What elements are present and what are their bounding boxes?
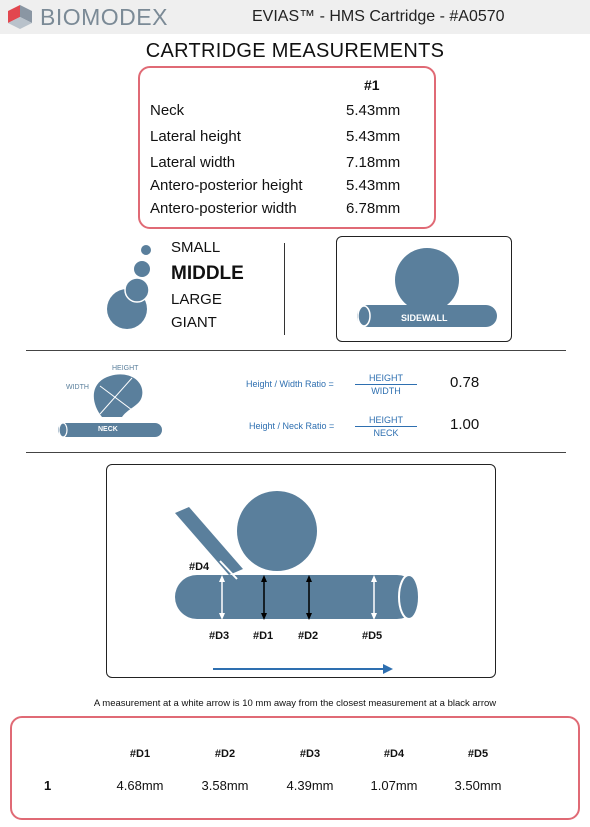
diameter-label-d3: #D3 [209, 630, 230, 642]
table-header-d4: #D4 [383, 748, 405, 760]
table-header-d1: #D1 [129, 748, 151, 760]
table-row-index: 1 [44, 778, 52, 793]
aneurysm-size-icon [100, 240, 160, 335]
divider [26, 350, 566, 351]
measurement-label: Lateral height [150, 128, 241, 145]
diameter-label-d5: #D5 [362, 630, 383, 642]
diameter-diagram-panel [106, 464, 496, 678]
fraction-numerator: HEIGHT [368, 373, 403, 383]
biomodex-logo-icon [6, 5, 36, 29]
divider [284, 243, 285, 335]
table-header-d2: #D2 [214, 748, 236, 760]
table-cell-d5: 3.50mm [454, 778, 502, 793]
logo [6, 4, 168, 30]
neck-label: NECK [98, 426, 118, 433]
diameter-diagram-icon [107, 465, 495, 677]
measurement-label: Lateral width [150, 154, 236, 171]
height-label: HEIGHT [112, 365, 139, 372]
measurement-label: Antero-posterior height [150, 177, 303, 194]
measurement-column-header: #1 [364, 77, 380, 93]
size-option-large: LARGE [171, 291, 222, 308]
diameter-table-panel [10, 716, 580, 820]
page-title: CARTRIDGE MEASUREMENTS [145, 40, 445, 62]
width-label: WIDTH [66, 384, 89, 391]
size-option-giant: GIANT [171, 314, 217, 331]
measurement-note: A measurement at a white arrow is 10 mm away from the closest measurement at a black arrow [93, 698, 497, 709]
height-width-fraction [355, 373, 417, 396]
table-cell-d4: 1.07mm [370, 778, 418, 793]
measurement-value: 5.43mm [346, 102, 401, 119]
diameter-label-d2: #D2 [298, 630, 319, 642]
measurement-value: 6.78mm [346, 200, 401, 217]
table-header-d5: #D5 [467, 748, 489, 760]
height-neck-ratio-value: 1.00 [450, 416, 480, 433]
size-option-small: SMALL [171, 239, 221, 256]
measurement-label: Neck [150, 102, 185, 119]
fraction-denominator: NECK [373, 428, 399, 438]
height-width-ratio-value: 0.78 [450, 374, 480, 391]
measurement-value: 5.43mm [346, 128, 401, 145]
diameter-label-d4: #D4 [189, 561, 210, 573]
height-width-ratio-label: Height / Width Ratio = [246, 379, 334, 389]
measurement-label: Antero-posterior width [150, 200, 297, 217]
diameter-label-d1: #D1 [253, 630, 274, 642]
size-option-middle-selected: MIDDLE [171, 263, 244, 284]
height-neck-fraction [355, 415, 417, 438]
sidewall-panel [336, 236, 512, 342]
sidewall-aneurysm-icon [337, 237, 511, 341]
divider [26, 452, 566, 453]
table-cell-d1: 4.68mm [116, 778, 164, 793]
sidewall-label: SIDEWALL [401, 313, 448, 323]
measurement-value: 5.43mm [346, 177, 401, 194]
table-cell-d3: 4.39mm [286, 778, 334, 793]
logo-text: BIOMODEX [40, 3, 168, 30]
fraction-denominator: WIDTH [371, 386, 401, 396]
document-title: EVIAS™ - HMS Cartridge - #A0570 [252, 8, 505, 25]
measurement-value: 7.18mm [346, 154, 401, 171]
table-cell-d2: 3.58mm [201, 778, 249, 793]
table-header-d3: #D3 [299, 748, 321, 760]
height-neck-ratio-label: Height / Neck Ratio = [249, 421, 335, 431]
fraction-numerator: HEIGHT [368, 415, 403, 425]
